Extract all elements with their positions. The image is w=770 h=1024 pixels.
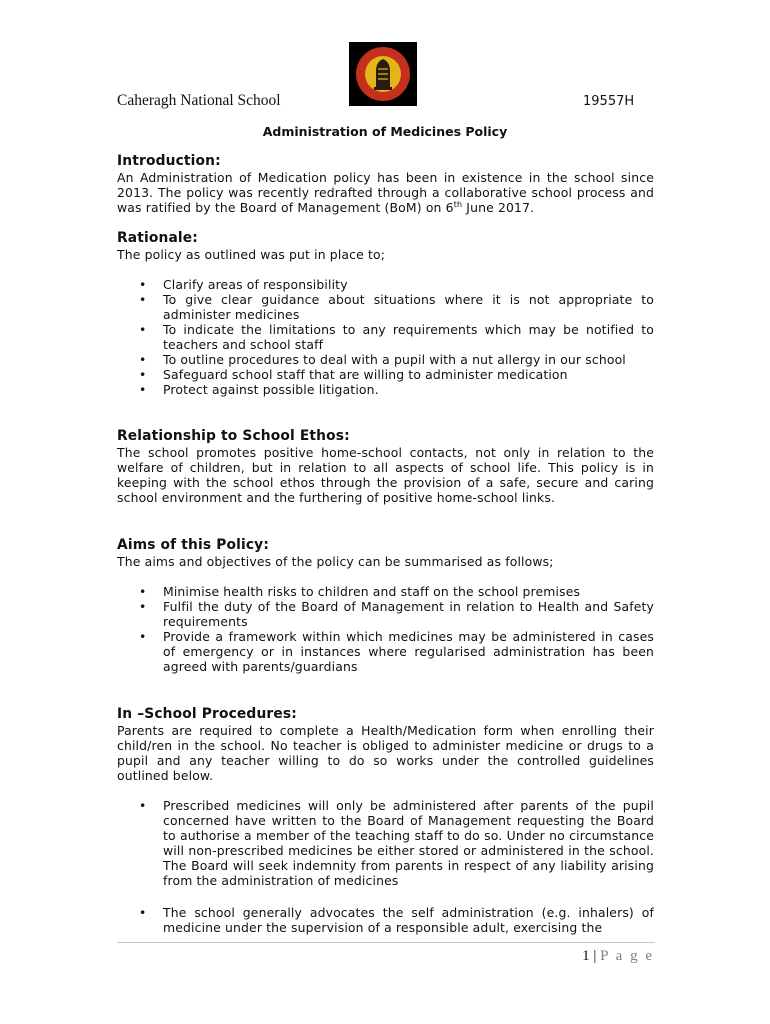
introduction-text: An Administration of Medication policy has been in existence in the school since 2013. The policy was recently redrafted through a collaborative school process and was ratified by the Board of Management (BoM) on 6th June 2017. [117, 170, 654, 215]
list-item: • Clarify areas of responsibility [117, 277, 654, 292]
list-item: • Safeguard school staff that are willing to administer medication [117, 367, 654, 382]
list-item: • Protect against possible litigation. [117, 382, 654, 397]
ethos-text: The school promotes positive home-school contacts, not only in relation to the welfare of children, but in relation to all aspects of school life. This policy is in keeping with the school ethos through the provision of a safe, secure and caring school environment and the furthering of positive home-school links. [117, 445, 654, 505]
footer-divider [117, 942, 655, 943]
list-item: • Prescribed medicines will only be administered after parents of the pupil concerned have written to the Board of Management requesting the Board to authorise a member of the teaching staff to do so. Under no circumstance will non-prescribed medicines be either stored or administered in the school. The Board will seek indemnity from parents in respect of any liability arising from the administration of medicines [117, 798, 654, 888]
list-item: • Fulfil the duty of the Board of Management in relation to Health and Safety requirements [117, 599, 654, 629]
rationale-heading: Rationale: [117, 230, 198, 246]
list-item: • To indicate the limitations to any requirements which may be notified to teachers and school staff [117, 322, 654, 352]
list-item: • Provide a framework within which medicines may be administered in cases of emergency or in instances where regularised administration has been agreed with parents/guardians [117, 629, 654, 674]
list-item: • To give clear guidance about situations where it is not appropriate to administer medicines [117, 292, 654, 322]
school-crest-logo [349, 42, 417, 106]
page-label: P a g e [600, 948, 654, 964]
crest-emblem [353, 45, 413, 103]
ordinal-suffix: th [453, 199, 463, 209]
introduction-heading: Introduction: [117, 153, 221, 169]
school-name: Caheragh National School [117, 92, 281, 109]
page-separator: | [593, 948, 597, 964]
procedures-heading: In –School Procedures: [117, 706, 297, 722]
list-item: • Minimise health risks to children and staff on the school premises [117, 584, 654, 599]
page-number: 1 [582, 948, 590, 964]
ethos-heading: Relationship to School Ethos: [117, 428, 350, 444]
page-footer [560, 948, 654, 965]
aims-intro: The aims and objectives of the policy can be summarised as follows; [117, 554, 554, 569]
roll-number: 19557H [583, 94, 635, 109]
list-item: • To outline procedures to deal with a pupil with a nut allergy in our school [117, 352, 654, 367]
procedures-list [117, 798, 654, 935]
document-body [117, 152, 654, 935]
list-item: • The school generally advocates the self administration (e.g. inhalers) of medicine under the supervision of a responsible adult, exercising the [117, 905, 654, 935]
rationale-list [117, 277, 654, 397]
document-title: Administration of Medicines Policy [262, 124, 508, 139]
aims-list [117, 584, 654, 674]
rationale-intro: The policy as outlined was put in place to; [117, 247, 386, 262]
procedures-text: Parents are required to complete a Health/Medication form when enrolling their child/ren in the school. No teacher is obliged to administer medicine or drugs to a pupil and any teacher willing to do so works under the controlled guidelines outlined below. [117, 723, 654, 783]
aims-heading: Aims of this Policy: [117, 537, 269, 553]
